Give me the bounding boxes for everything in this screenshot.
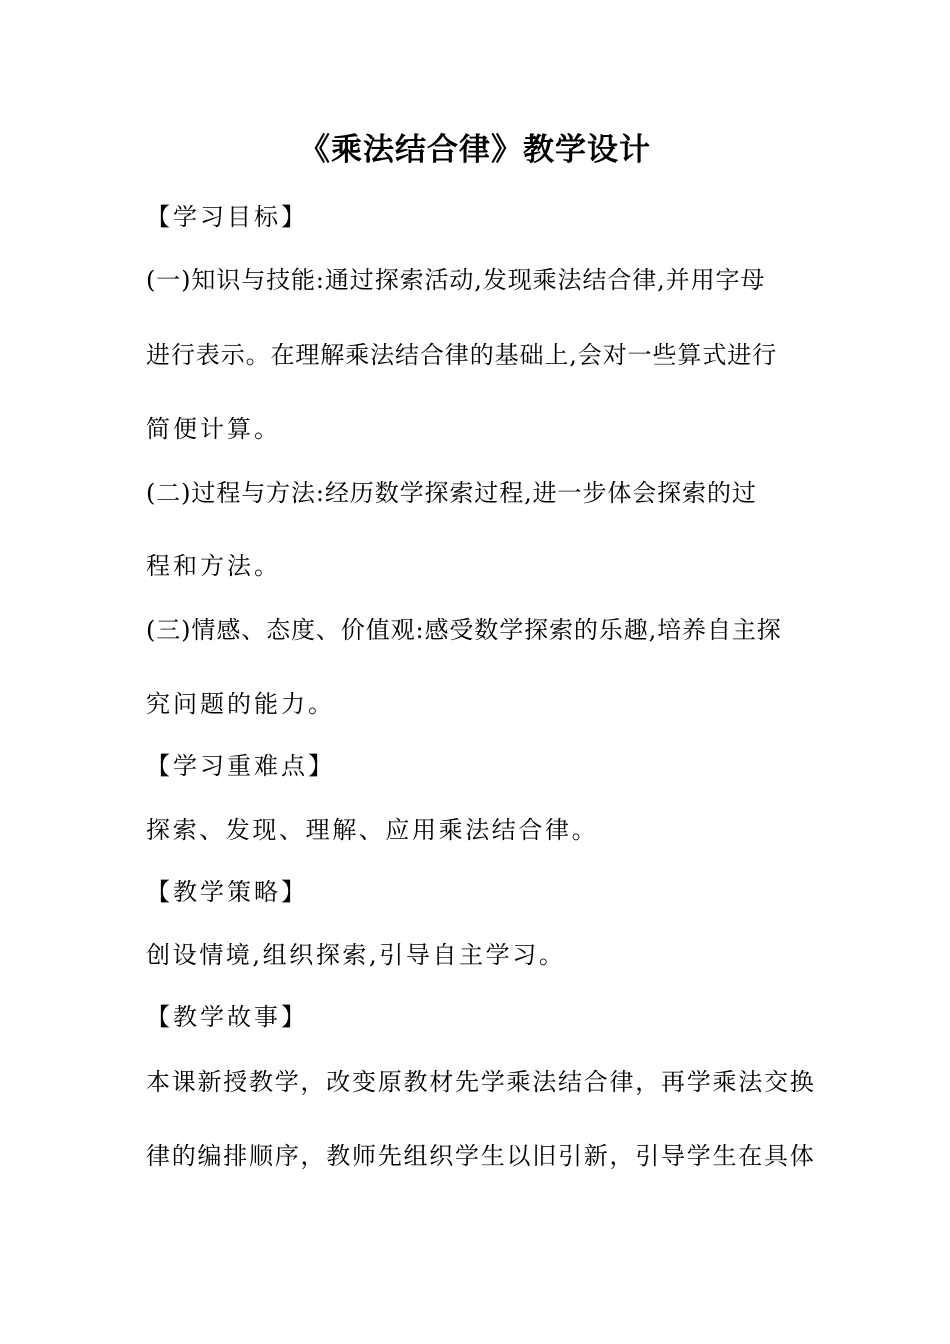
- paragraph-line: 探索、发现、理解、应用乘法结合律。: [146, 816, 599, 844]
- paragraph-line: (三)情感、态度、价值观:感受数学探索的乐趣,培养自主探: [146, 616, 782, 644]
- paragraph-line: (一)知识与技能:通过探索活动,发现乘法结合律,并用字母: [146, 266, 766, 294]
- paragraph-line: (二)过程与方法:经历数学探索过程,进一步体会探索的过: [146, 479, 757, 507]
- section-heading-key-difficulties: 【学习重难点】: [146, 752, 335, 780]
- paragraph-line: 简便计算。: [146, 415, 281, 443]
- section-heading-learning-objectives: 【学习目标】: [146, 203, 308, 231]
- paragraph-line: 律的编排顺序，教师先组织学生以旧引新，引导学生在具体: [146, 1142, 816, 1170]
- paragraph-line: 程和方法。: [146, 552, 281, 580]
- paragraph-line: 创设情境,组织探索,引导自主学习。: [146, 941, 566, 969]
- section-heading-teaching-story: 【教学故事】: [146, 1003, 308, 1031]
- document-title: 《乘法结合律》教学设计: [299, 132, 651, 168]
- paragraph-line: 本课新授教学，改变原教材先学乘法结合律，再学乘法交换: [146, 1068, 816, 1096]
- paragraph-line: 究问题的能力。: [146, 690, 335, 718]
- paragraph-line: 进行表示。在理解乘法结合律的基础上,会对一些算式进行: [146, 341, 778, 369]
- section-heading-teaching-strategy: 【教学策略】: [146, 878, 308, 906]
